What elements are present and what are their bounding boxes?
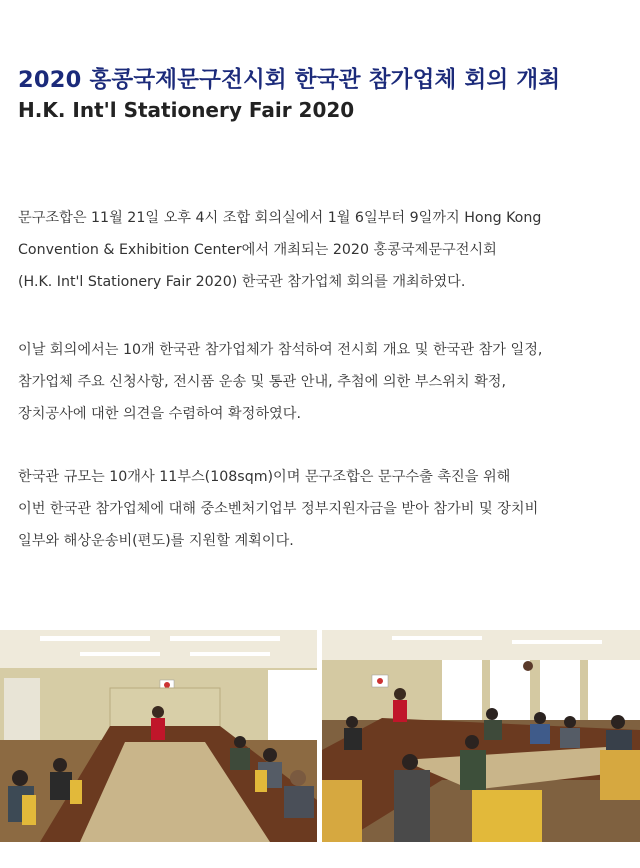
- text-line: 장치공사에 대한 의견을 수렴하여 확정하였다.: [18, 406, 301, 422]
- text-line: 한국관 규모는 10개사 11부스(108sqm)이며 문구조합은 문구수출 촉진을 위해: [18, 469, 511, 485]
- paragraph-1: [18, 202, 628, 298]
- meeting-room-illustration: [0, 630, 317, 842]
- text-line: 참가업체 주요 신청사항, 전시품 운송 및 통관 안내, 추첨에 의한 부스위치 확정,: [18, 374, 506, 390]
- text-line: 일부와 해상운송비(편도)를 지원할 계획이다.: [18, 533, 294, 549]
- meeting-photo-left: [0, 630, 317, 842]
- text-line: 이번 한국관 참가업체에 대해 중소벤처기업부 정부지원자금을 받아 참가비 및 장치비: [18, 501, 539, 517]
- text-line: (H.K. Int'l Stationery Fair 2020) 한국관 참가업체 회의를 개최하였다.: [18, 274, 466, 290]
- text-line: Convention & Exhibition Center에서 개최되는 2020 홍콩국제문구전시회: [18, 242, 497, 258]
- text-line: 문구조합은 11월 21일 오후 4시 조합 회의실에서 1월 6일부터 9일까지 Hong Kong: [18, 210, 542, 226]
- meeting-room-illustration: [322, 630, 640, 842]
- meeting-photo-right: [322, 630, 640, 842]
- paragraph-3: [18, 461, 628, 557]
- text-line: 이날 회의에서는 10개 한국관 참가업체가 참석하여 전시회 개요 및 한국관 참가 일정,: [18, 342, 543, 358]
- paragraph-2: [18, 334, 628, 430]
- page-title: 2020 홍콩국제문구전시회 한국관 참가업체 회의 개최: [18, 67, 561, 93]
- page-subtitle: H.K. Int'l Stationery Fair 2020: [18, 98, 355, 122]
